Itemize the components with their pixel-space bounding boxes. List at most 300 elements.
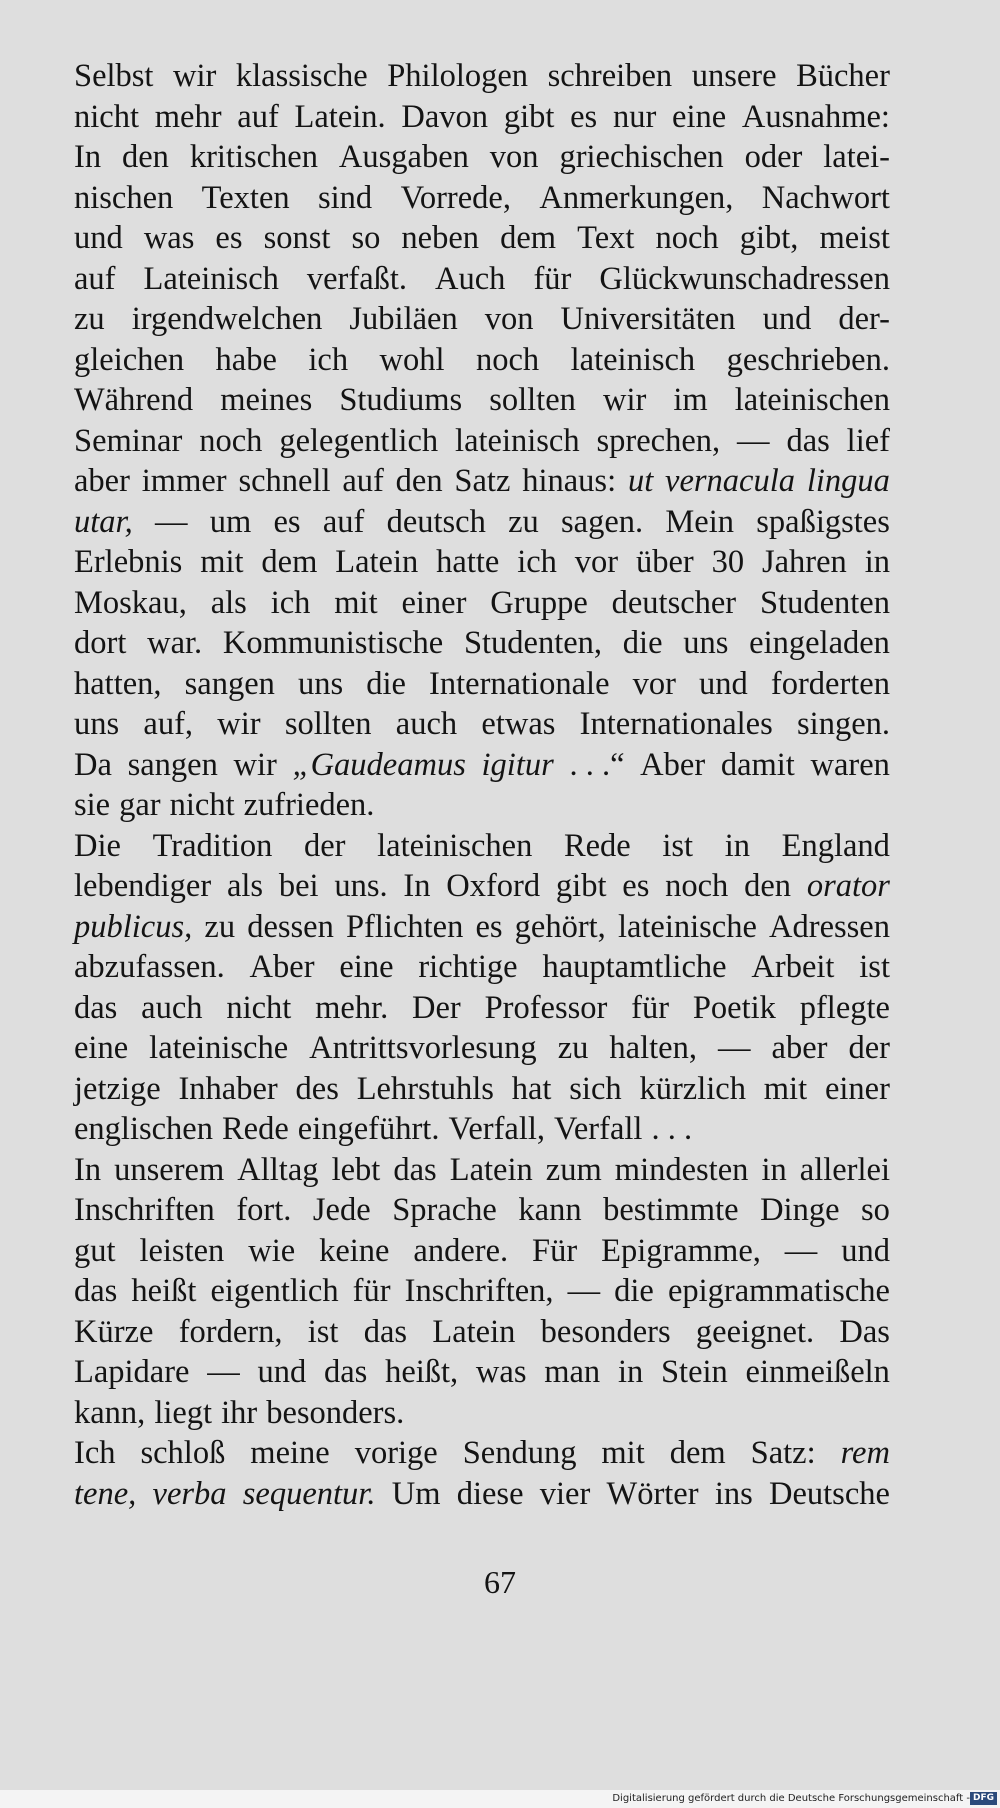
word: meine	[250, 1435, 330, 1471]
word: etwas	[481, 706, 556, 742]
word: englischen	[74, 1111, 213, 1147]
word: Kommunistische	[222, 625, 444, 661]
word: Moskau,	[74, 584, 187, 621]
word: im	[673, 382, 708, 418]
word: zufrieden.	[243, 787, 375, 823]
word: richtige	[418, 949, 518, 985]
word: orator	[806, 868, 890, 904]
word: . . .	[651, 1111, 693, 1147]
word: das	[393, 1151, 437, 1188]
word: lateinische	[149, 1030, 289, 1066]
word: von	[484, 301, 534, 337]
text-line	[74, 218, 890, 259]
word: so	[351, 220, 381, 256]
word: zu	[204, 908, 236, 945]
word: sind	[318, 179, 373, 216]
word: gibt	[555, 868, 607, 904]
word: unserem	[114, 1151, 225, 1188]
body-text	[74, 56, 890, 1514]
word: von	[489, 139, 539, 175]
word: sonst	[263, 220, 331, 256]
word: und	[841, 1232, 890, 1269]
word: besonders.	[266, 1394, 405, 1431]
word: gut	[74, 1232, 116, 1269]
word: oder	[744, 139, 803, 175]
word: meist	[819, 220, 890, 256]
word: Vorrede,	[400, 179, 511, 216]
word: Die	[74, 827, 121, 864]
word: lebt	[331, 1151, 381, 1188]
word: rem	[840, 1435, 890, 1471]
word: des	[295, 1070, 339, 1107]
word: meines	[220, 382, 313, 418]
word: schreiben	[547, 58, 673, 94]
word: für	[631, 989, 670, 1026]
word: noch	[475, 341, 540, 378]
word: Jahren	[761, 544, 847, 580]
word: sagen.	[561, 503, 644, 540]
word: eine	[74, 1030, 129, 1066]
word: uns	[74, 706, 120, 742]
word: bei	[278, 868, 319, 904]
word: sich	[569, 1070, 622, 1107]
word: das	[363, 1313, 408, 1350]
word: lingua	[806, 463, 890, 499]
word: allerlei	[799, 1151, 890, 1188]
word: Studiums	[339, 382, 463, 418]
word: den	[121, 139, 169, 175]
text-line	[74, 1109, 890, 1150]
word: Professor	[484, 989, 608, 1026]
word: leisten	[139, 1232, 225, 1269]
word: Davon	[401, 98, 489, 135]
word: auch	[395, 706, 458, 742]
word: Ausgaben	[338, 139, 469, 175]
word: lateinisch	[570, 341, 696, 378]
word: gleichen	[74, 341, 185, 378]
word: es	[622, 868, 650, 904]
word: ut	[627, 463, 654, 499]
word: ist	[307, 1313, 339, 1350]
word: ist	[662, 827, 694, 864]
word: Lateinisch	[143, 260, 279, 297]
word: eine	[339, 949, 394, 985]
word: für	[533, 260, 572, 297]
text-line	[74, 785, 890, 826]
word: Sendung	[462, 1435, 577, 1471]
word: Mein	[665, 503, 735, 540]
word: Gruppe	[490, 584, 588, 621]
word: den	[744, 868, 792, 904]
word: Oxford	[446, 868, 541, 904]
word: Sprache	[392, 1192, 497, 1228]
text-line	[74, 583, 890, 624]
word: Auch	[435, 260, 506, 297]
word: —	[737, 422, 770, 459]
word: Ich	[74, 1435, 116, 1471]
word: Latein	[432, 1313, 516, 1350]
word: uns	[683, 625, 729, 661]
word: gibt,	[739, 220, 799, 256]
word: es	[273, 503, 301, 540]
word: um	[209, 503, 252, 540]
text-line	[74, 97, 890, 138]
word: der	[848, 1030, 890, 1066]
word: Kürze	[74, 1313, 154, 1350]
footer-bar	[0, 1790, 1000, 1808]
word: Pflichten	[345, 908, 464, 945]
word: und	[699, 665, 748, 702]
word: andere.	[413, 1232, 509, 1269]
word: hatte	[436, 544, 500, 580]
word: auf	[322, 503, 365, 540]
text-line	[74, 56, 890, 97]
word: sollten	[284, 706, 372, 742]
word: lateinischen	[734, 382, 890, 418]
word: schnell	[238, 463, 331, 499]
word: utar,	[74, 503, 133, 540]
word: wir	[217, 706, 261, 742]
word: Das	[839, 1313, 890, 1350]
word: griechischen	[559, 139, 724, 175]
word: ich	[308, 341, 349, 378]
word: In	[74, 139, 102, 175]
text-line	[74, 988, 890, 1029]
word: geeignet.	[695, 1313, 815, 1350]
text-line	[74, 421, 890, 462]
word: kürzlich	[639, 1070, 746, 1107]
word: auf	[237, 98, 279, 135]
text-line	[74, 1028, 890, 1069]
word: zum	[545, 1151, 602, 1188]
word: ist	[859, 949, 890, 985]
text-line	[74, 623, 890, 664]
word: wir	[173, 58, 217, 94]
word: pflegte	[799, 989, 890, 1026]
word: geschrieben.	[726, 341, 890, 378]
word: Für	[532, 1232, 578, 1269]
word: . . .“	[569, 746, 625, 783]
word: Glückwunschadressen	[599, 260, 890, 297]
word: und	[762, 301, 812, 337]
word: über	[635, 544, 694, 580]
word: mehr.	[315, 989, 389, 1026]
word: —	[784, 1232, 818, 1269]
word: zu	[508, 503, 539, 540]
word: wir	[233, 746, 277, 783]
text-line	[74, 1393, 890, 1434]
word: noch	[655, 220, 719, 256]
word: uns	[297, 665, 344, 702]
word: unsere	[691, 58, 777, 94]
word: der-	[838, 301, 890, 337]
text-line	[74, 1433, 890, 1474]
word: die	[622, 625, 663, 661]
word: klassische	[235, 58, 368, 94]
word: die	[614, 1273, 654, 1309]
word: so	[861, 1192, 890, 1228]
page-number: 67	[484, 1564, 516, 1600]
word: kann	[518, 1192, 582, 1228]
word: Nachwort	[761, 179, 890, 216]
word: Poetik	[692, 989, 776, 1026]
word: auf	[342, 463, 384, 499]
word: forderten	[770, 665, 890, 702]
word: wir	[602, 382, 647, 418]
text-line	[74, 664, 890, 705]
word: eingeladen	[749, 625, 890, 661]
text-line	[74, 542, 890, 583]
word: Da	[74, 746, 112, 783]
word: bestimmte	[603, 1192, 739, 1228]
word: schloß	[140, 1435, 226, 1471]
word: latei-	[823, 139, 890, 175]
word: hat	[511, 1070, 552, 1107]
word: Tradition	[152, 827, 273, 864]
word: irgendwelchen	[131, 301, 323, 337]
word: gehört,	[514, 908, 606, 945]
word: lateinisch	[455, 422, 580, 459]
word: Verfall,	[448, 1111, 546, 1147]
word: Anmerkungen,	[539, 179, 734, 216]
word: deutscher	[611, 584, 737, 621]
word: für	[352, 1273, 391, 1309]
word: Jubiläen	[349, 301, 458, 337]
word: immer	[141, 463, 227, 499]
word: —	[567, 1273, 601, 1309]
text-line	[74, 826, 890, 867]
word: kritischen	[189, 139, 318, 175]
word: es	[475, 908, 503, 945]
text-line	[74, 1150, 890, 1191]
text-line	[74, 1352, 890, 1393]
word: nur	[612, 98, 657, 135]
word: abzufassen.	[74, 949, 225, 985]
word: es	[570, 98, 598, 135]
dfg-logo: DFG	[970, 1792, 997, 1805]
word: lateinische	[617, 908, 757, 945]
word: zu	[557, 1030, 589, 1066]
word: England	[781, 827, 890, 864]
word: Philologen	[387, 58, 529, 94]
word: Universitäten	[560, 301, 736, 337]
word: das	[74, 1273, 118, 1309]
word: Aber	[249, 949, 315, 985]
word: auf,	[143, 706, 194, 742]
word: Verfall	[554, 1111, 643, 1147]
word: einer	[824, 1070, 890, 1107]
word: und	[257, 1354, 307, 1390]
word: Rede	[221, 1111, 289, 1147]
word: Texten	[201, 179, 290, 216]
word: igitur	[481, 746, 554, 783]
word: aber	[771, 1030, 828, 1066]
word: jetzige	[74, 1070, 161, 1107]
word: Selbst	[74, 58, 154, 94]
word: Inschriften,	[404, 1273, 554, 1309]
word: mehr	[154, 98, 222, 135]
text-line	[74, 866, 890, 907]
word: in	[761, 1151, 787, 1188]
word: nicht	[226, 989, 292, 1026]
word: einmeißeln	[745, 1354, 890, 1390]
word: —	[207, 1354, 240, 1390]
text-line	[74, 1231, 890, 1272]
text-line	[74, 178, 890, 219]
word: Bücher	[796, 58, 890, 94]
text-line	[74, 1312, 890, 1353]
word: fordern,	[178, 1313, 283, 1350]
word: Jede	[312, 1192, 371, 1228]
word: das	[786, 422, 830, 459]
word: mindesten	[614, 1151, 749, 1188]
text-line	[74, 1069, 890, 1110]
word: was	[475, 1354, 527, 1390]
text-line	[74, 461, 890, 502]
word: dessen	[247, 908, 334, 945]
word: gar	[119, 787, 161, 823]
word: diese	[456, 1475, 524, 1512]
word: 30	[711, 544, 745, 580]
word: der	[303, 827, 346, 864]
word: waren	[810, 746, 890, 783]
word: sie	[74, 787, 111, 823]
word: noch	[665, 868, 729, 904]
word: wohl	[379, 341, 445, 378]
word: vor	[632, 665, 676, 702]
word: lateinischen	[377, 827, 533, 864]
word: Während	[74, 382, 194, 418]
word: Arbeit	[751, 949, 835, 985]
word: Rede	[563, 827, 631, 864]
word: dem	[500, 220, 557, 256]
word: man	[544, 1354, 601, 1390]
word: als	[226, 868, 264, 904]
word: Dinge	[760, 1192, 840, 1228]
word: noch	[199, 422, 263, 459]
word: Inschriften	[74, 1192, 215, 1228]
word: auf	[74, 260, 116, 297]
word: Lehrstuhls	[356, 1070, 494, 1107]
word: hinaus:	[522, 463, 617, 499]
word: vor	[574, 544, 619, 580]
word: damit	[720, 746, 795, 783]
word: Erlebnis	[74, 544, 183, 580]
word: neben	[401, 220, 480, 256]
word: fort.	[236, 1192, 292, 1228]
word: zu	[74, 301, 105, 337]
word: auch	[141, 989, 203, 1026]
word: das	[74, 989, 118, 1026]
word: kann,	[74, 1394, 146, 1431]
text-line	[74, 299, 890, 340]
word: nicht	[74, 98, 139, 135]
word: dem	[669, 1435, 726, 1471]
word: ins	[714, 1475, 753, 1512]
word: Antrittsvorlesung	[309, 1030, 537, 1066]
word: deutsch	[386, 503, 486, 540]
text-line	[74, 907, 890, 948]
word: Lapidare	[74, 1354, 190, 1390]
word: Der	[412, 989, 461, 1026]
word: sangen	[184, 665, 275, 702]
word: Latein	[335, 544, 419, 580]
word: mit	[763, 1070, 808, 1107]
word: heißt,	[385, 1354, 459, 1390]
word: —	[717, 1030, 751, 1066]
word: sangen	[127, 746, 218, 783]
word: vier	[539, 1475, 591, 1512]
word: Wörter	[606, 1475, 699, 1512]
word: in	[617, 1354, 644, 1390]
word: —	[154, 503, 188, 540]
word: Internationales	[579, 706, 773, 742]
text-line	[74, 1190, 890, 1231]
word: sequentur.	[242, 1475, 376, 1512]
word: Inhaber	[178, 1070, 278, 1107]
word: nicht	[169, 787, 235, 823]
word: es	[215, 220, 243, 256]
word: spaßigstes	[756, 503, 890, 540]
word: Epigramme,	[601, 1232, 761, 1269]
word: mit	[200, 544, 244, 580]
word: Studenten	[760, 584, 890, 621]
word: Alltag	[237, 1151, 319, 1188]
word: mit	[601, 1435, 645, 1471]
word: uns.	[334, 868, 388, 904]
word: vorige	[354, 1435, 438, 1471]
word: epigrammatische	[667, 1273, 890, 1309]
word: einer	[401, 584, 467, 621]
word: besonders	[540, 1313, 671, 1350]
word: Internationale	[429, 665, 610, 702]
word: tene,	[74, 1475, 137, 1512]
text-line	[74, 259, 890, 300]
word: liegt	[154, 1394, 213, 1431]
word: ich	[517, 544, 557, 580]
word: hauptamtliche	[542, 949, 727, 985]
word: als	[210, 584, 247, 621]
word: die	[366, 665, 406, 702]
word: habe	[215, 341, 277, 378]
text-line	[74, 1474, 890, 1515]
word: Satz	[454, 463, 511, 499]
word: Latein.	[294, 98, 386, 135]
text-line	[74, 704, 890, 745]
word: „Gaudeamus	[292, 746, 466, 783]
word: wie	[248, 1232, 296, 1269]
word: in	[864, 544, 890, 580]
word: Text	[577, 220, 635, 256]
word: war.	[147, 625, 203, 661]
word: In	[74, 1151, 102, 1188]
word: Satz:	[750, 1435, 816, 1471]
word: sprechen,	[596, 422, 721, 459]
word: ihr	[221, 1394, 258, 1431]
word: Latein	[449, 1151, 533, 1188]
word: lief	[846, 422, 890, 459]
word: dem	[261, 544, 318, 580]
word: ich	[270, 584, 311, 621]
word: nischen	[74, 179, 174, 216]
text-line	[74, 380, 890, 421]
word: singen.	[797, 706, 890, 742]
word: gelegentlich	[279, 422, 439, 459]
word: halten,	[609, 1030, 697, 1066]
word: heißt	[131, 1273, 197, 1309]
footer-credit: Digitalisierung gefördert durch die Deutsche Forschungsgemeinschaft -	[612, 1793, 970, 1804]
word: mit	[334, 584, 378, 621]
